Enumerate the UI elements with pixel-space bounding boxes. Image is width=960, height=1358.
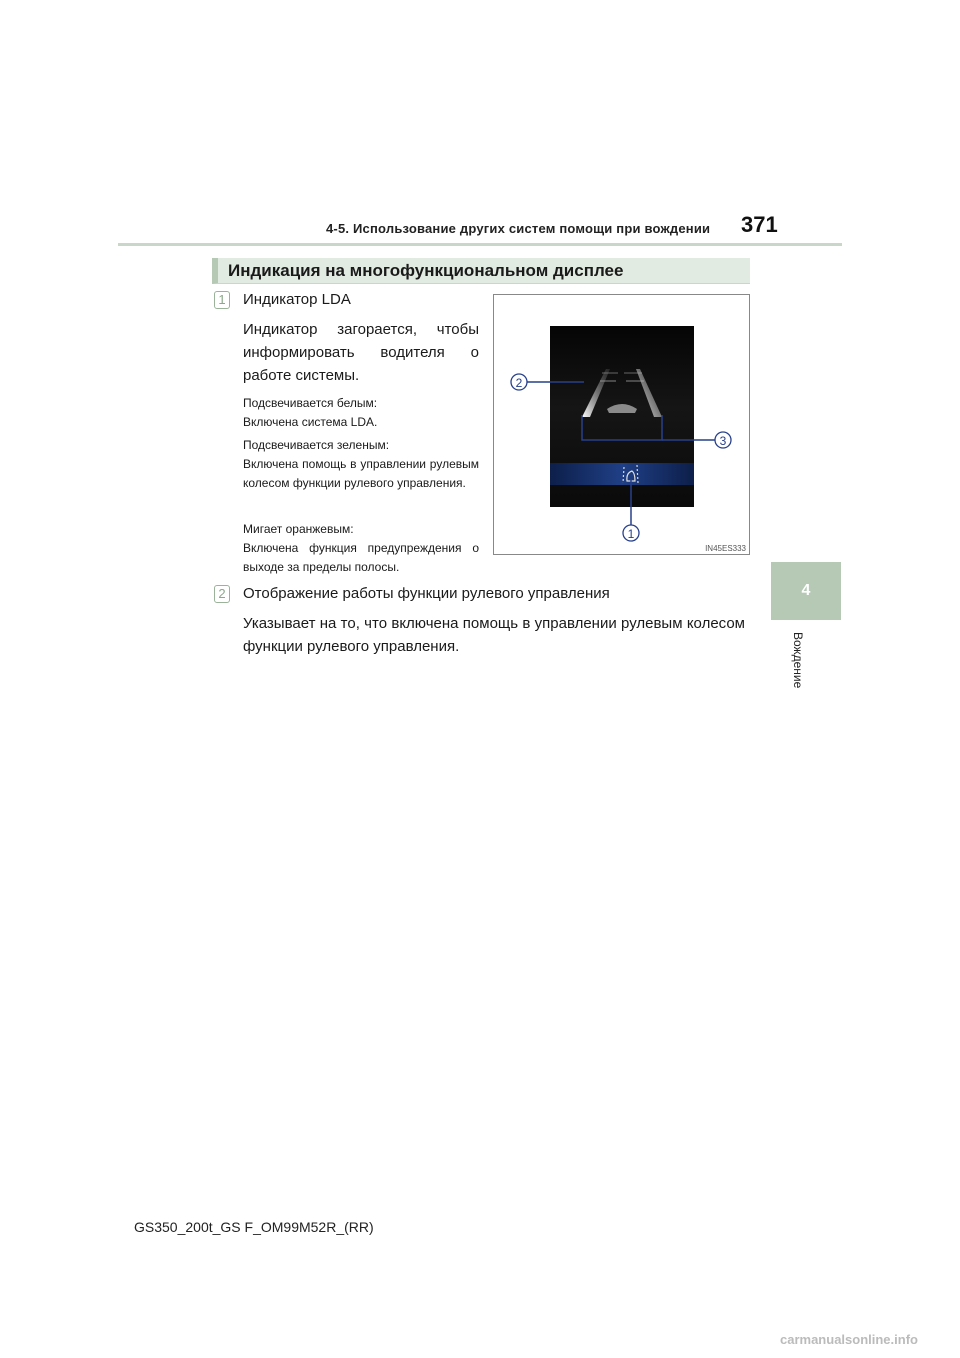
callout-1: 1: [627, 527, 635, 541]
note-block: [243, 520, 479, 577]
note-head: Мигает оранжевым:: [243, 522, 354, 536]
note-body: Включена система LDA.: [243, 415, 378, 429]
note-head: Подсвечивается зеленым:: [243, 438, 390, 452]
display-illustration-svg: [494, 295, 749, 554]
note-body: Включена помощь в управлении рулевым колесом функции рулевого управления.: [243, 457, 479, 490]
callout-3: 3: [719, 434, 727, 448]
document-footer: GS350_200t_GS F_OM99M52R_(RR): [134, 1219, 374, 1235]
header-divider: [118, 243, 842, 246]
page-number: 371: [741, 212, 778, 237]
running-header: 4-5. Использование других систем помощи при вождении: [326, 221, 711, 236]
note-block: [243, 394, 479, 432]
item-number-badge: 1: [214, 291, 230, 309]
item-title: Отображение работы функции рулевого управления: [243, 585, 610, 602]
chapter-tab: 4: [771, 562, 841, 620]
note-block: [243, 436, 479, 493]
callout-2: 2: [515, 376, 523, 390]
item-paragraph: Указывает на то, что включена помощь в управлении рулевым колесом функции рулевого управления.: [243, 615, 745, 655]
note-head: Подсвечивается белым:: [243, 396, 378, 410]
item-title: Индикатор LDA: [243, 291, 351, 308]
display-illustration: [493, 294, 750, 555]
note-body: Включена функция предупреждения о выходе за пределы полосы.: [243, 541, 479, 574]
chapter-label: Вождение: [791, 632, 805, 689]
item-number-badge: 2: [214, 585, 230, 603]
section-heading: [212, 258, 750, 284]
figure-code: IN45ES333: [705, 544, 746, 553]
section-title: Индикация на многофункциональном дисплее: [228, 261, 624, 280]
item-paragraph: Индикатор загорается, чтобы информировать водителя о работе системы.: [243, 321, 479, 384]
status-bar: [550, 463, 694, 485]
watermark: carmanualsonline.info: [780, 1332, 918, 1347]
